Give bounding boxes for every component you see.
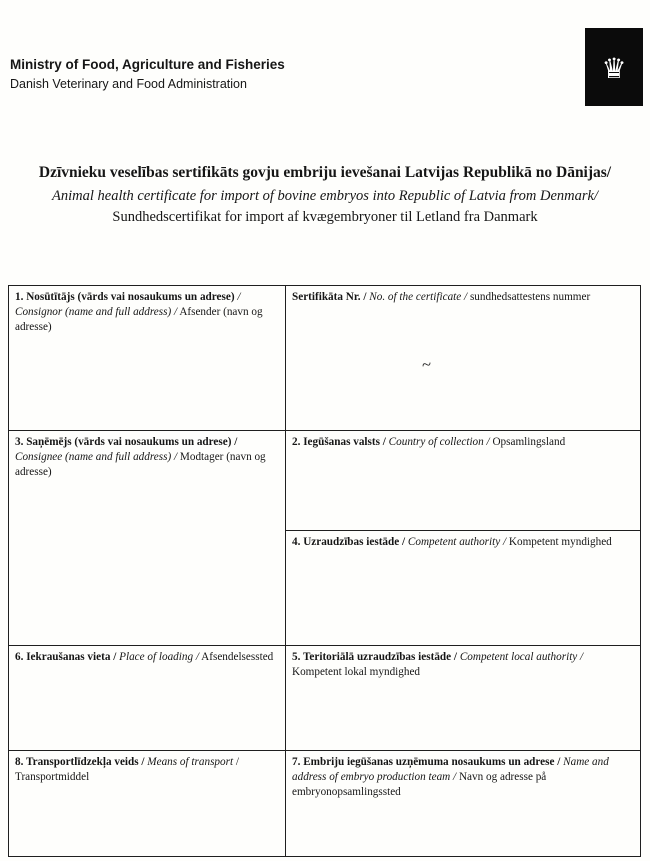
title-latvian: Dzīvnieku veselības sertifikāts govju embriju ievešanai Latvijas Republikā no Dānijas/ — [38, 164, 612, 181]
cell-production-team-latvian: 7. Embriju iegūšanas uzņēmuma nosaukums un adrese / — [292, 756, 561, 768]
title-danish: Sundhedscertifikat for import af kvægembryoner til Letland fra Danmark — [112, 208, 538, 225]
crown-icon: ♛ — [601, 52, 627, 85]
cell-consignee-danish: Modtager (navn og adresse) — [15, 450, 266, 478]
certificate-form-table — [8, 285, 641, 857]
document-header — [0, 0, 650, 106]
cell-place-of-loading — [9, 646, 285, 751]
form-column-left — [9, 286, 286, 856]
cell-competent-authority-latvian: 4. Uzraudzības iestāde / — [292, 536, 406, 548]
cell-consignor-english: / Consignor (name and full address) / — [15, 291, 241, 318]
cell-consignor-danish: Afsender (navn og adresse) — [15, 305, 263, 333]
handwritten-mark: ~ — [420, 354, 433, 375]
cell-certificate-number-danish: sundhedsattestens nummer — [469, 291, 591, 303]
cell-competent-authority-english: Competent authority / — [407, 536, 507, 548]
cell-consignor — [9, 286, 285, 431]
cell-place-of-loading-english: Place of loading / — [119, 651, 199, 663]
cell-means-of-transport-english: Means of transport — [147, 756, 234, 768]
cell-certificate-number-latvian: Sertifikāta Nr. / — [292, 291, 367, 303]
cell-certificate-number — [286, 286, 640, 431]
cell-certificate-number-english: No. of the certificate / — [369, 291, 468, 303]
cell-production-team-english: Name and address of embryo production team / — [292, 756, 609, 783]
cell-local-authority-latvian: 5. Teritoriālā uzraudzības iestāde / — [292, 651, 458, 663]
cell-competent-authority-danish: Kompetent myndighed — [508, 536, 612, 548]
title-english: Animal health certificate for import of bovine embryos into Republic of Latvia from Denmark/ — [52, 187, 598, 204]
cell-means-of-transport-latvian: 8. Transportlīdzekļa veids / — [15, 756, 145, 768]
cell-country-of-collection-latvian: 2. Iegūšanas valsts / — [292, 436, 386, 448]
cell-local-authority-danish: Kompetent lokal myndighed — [292, 665, 421, 678]
cell-place-of-loading-latvian: 6. Iekraušanas vieta / — [15, 651, 117, 663]
cell-country-of-collection — [286, 431, 640, 531]
certificate-title-block — [0, 163, 650, 226]
cell-means-of-transport-danish: / Transportmiddel — [15, 756, 239, 783]
cell-production-team-danish: Navn og adresse på embryonopsamlingssted — [292, 770, 547, 798]
royal-crest-logo — [585, 28, 643, 106]
cell-means-of-transport — [9, 751, 285, 856]
cell-production-team — [286, 751, 640, 856]
cell-country-of-collection-english: Country of collection / — [388, 436, 490, 448]
cell-local-authority — [286, 646, 640, 751]
cell-local-authority-english: Competent local authority / — [459, 651, 584, 663]
form-column-right — [286, 286, 640, 856]
cell-consignor-latvian: 1. Nosūtītājs (vārds vai nosaukums un adrese) — [15, 291, 235, 303]
cell-consignee-latvian: 3. Saņēmējs (vārds vai nosaukums un adrese) / — [15, 436, 238, 448]
cell-consignee — [9, 431, 285, 646]
cell-country-of-collection-danish: Opsamlingsland — [492, 436, 566, 448]
administration-name: Danish Veterinary and Food Administration — [10, 77, 247, 91]
cell-place-of-loading-danish: Afsendelsessted — [201, 651, 274, 663]
cell-competent-authority — [286, 531, 640, 646]
cell-consignee-english: Consignee (name and full address) / — [15, 450, 178, 463]
ministry-name: Ministry of Food, Agriculture and Fisheries — [10, 57, 285, 72]
